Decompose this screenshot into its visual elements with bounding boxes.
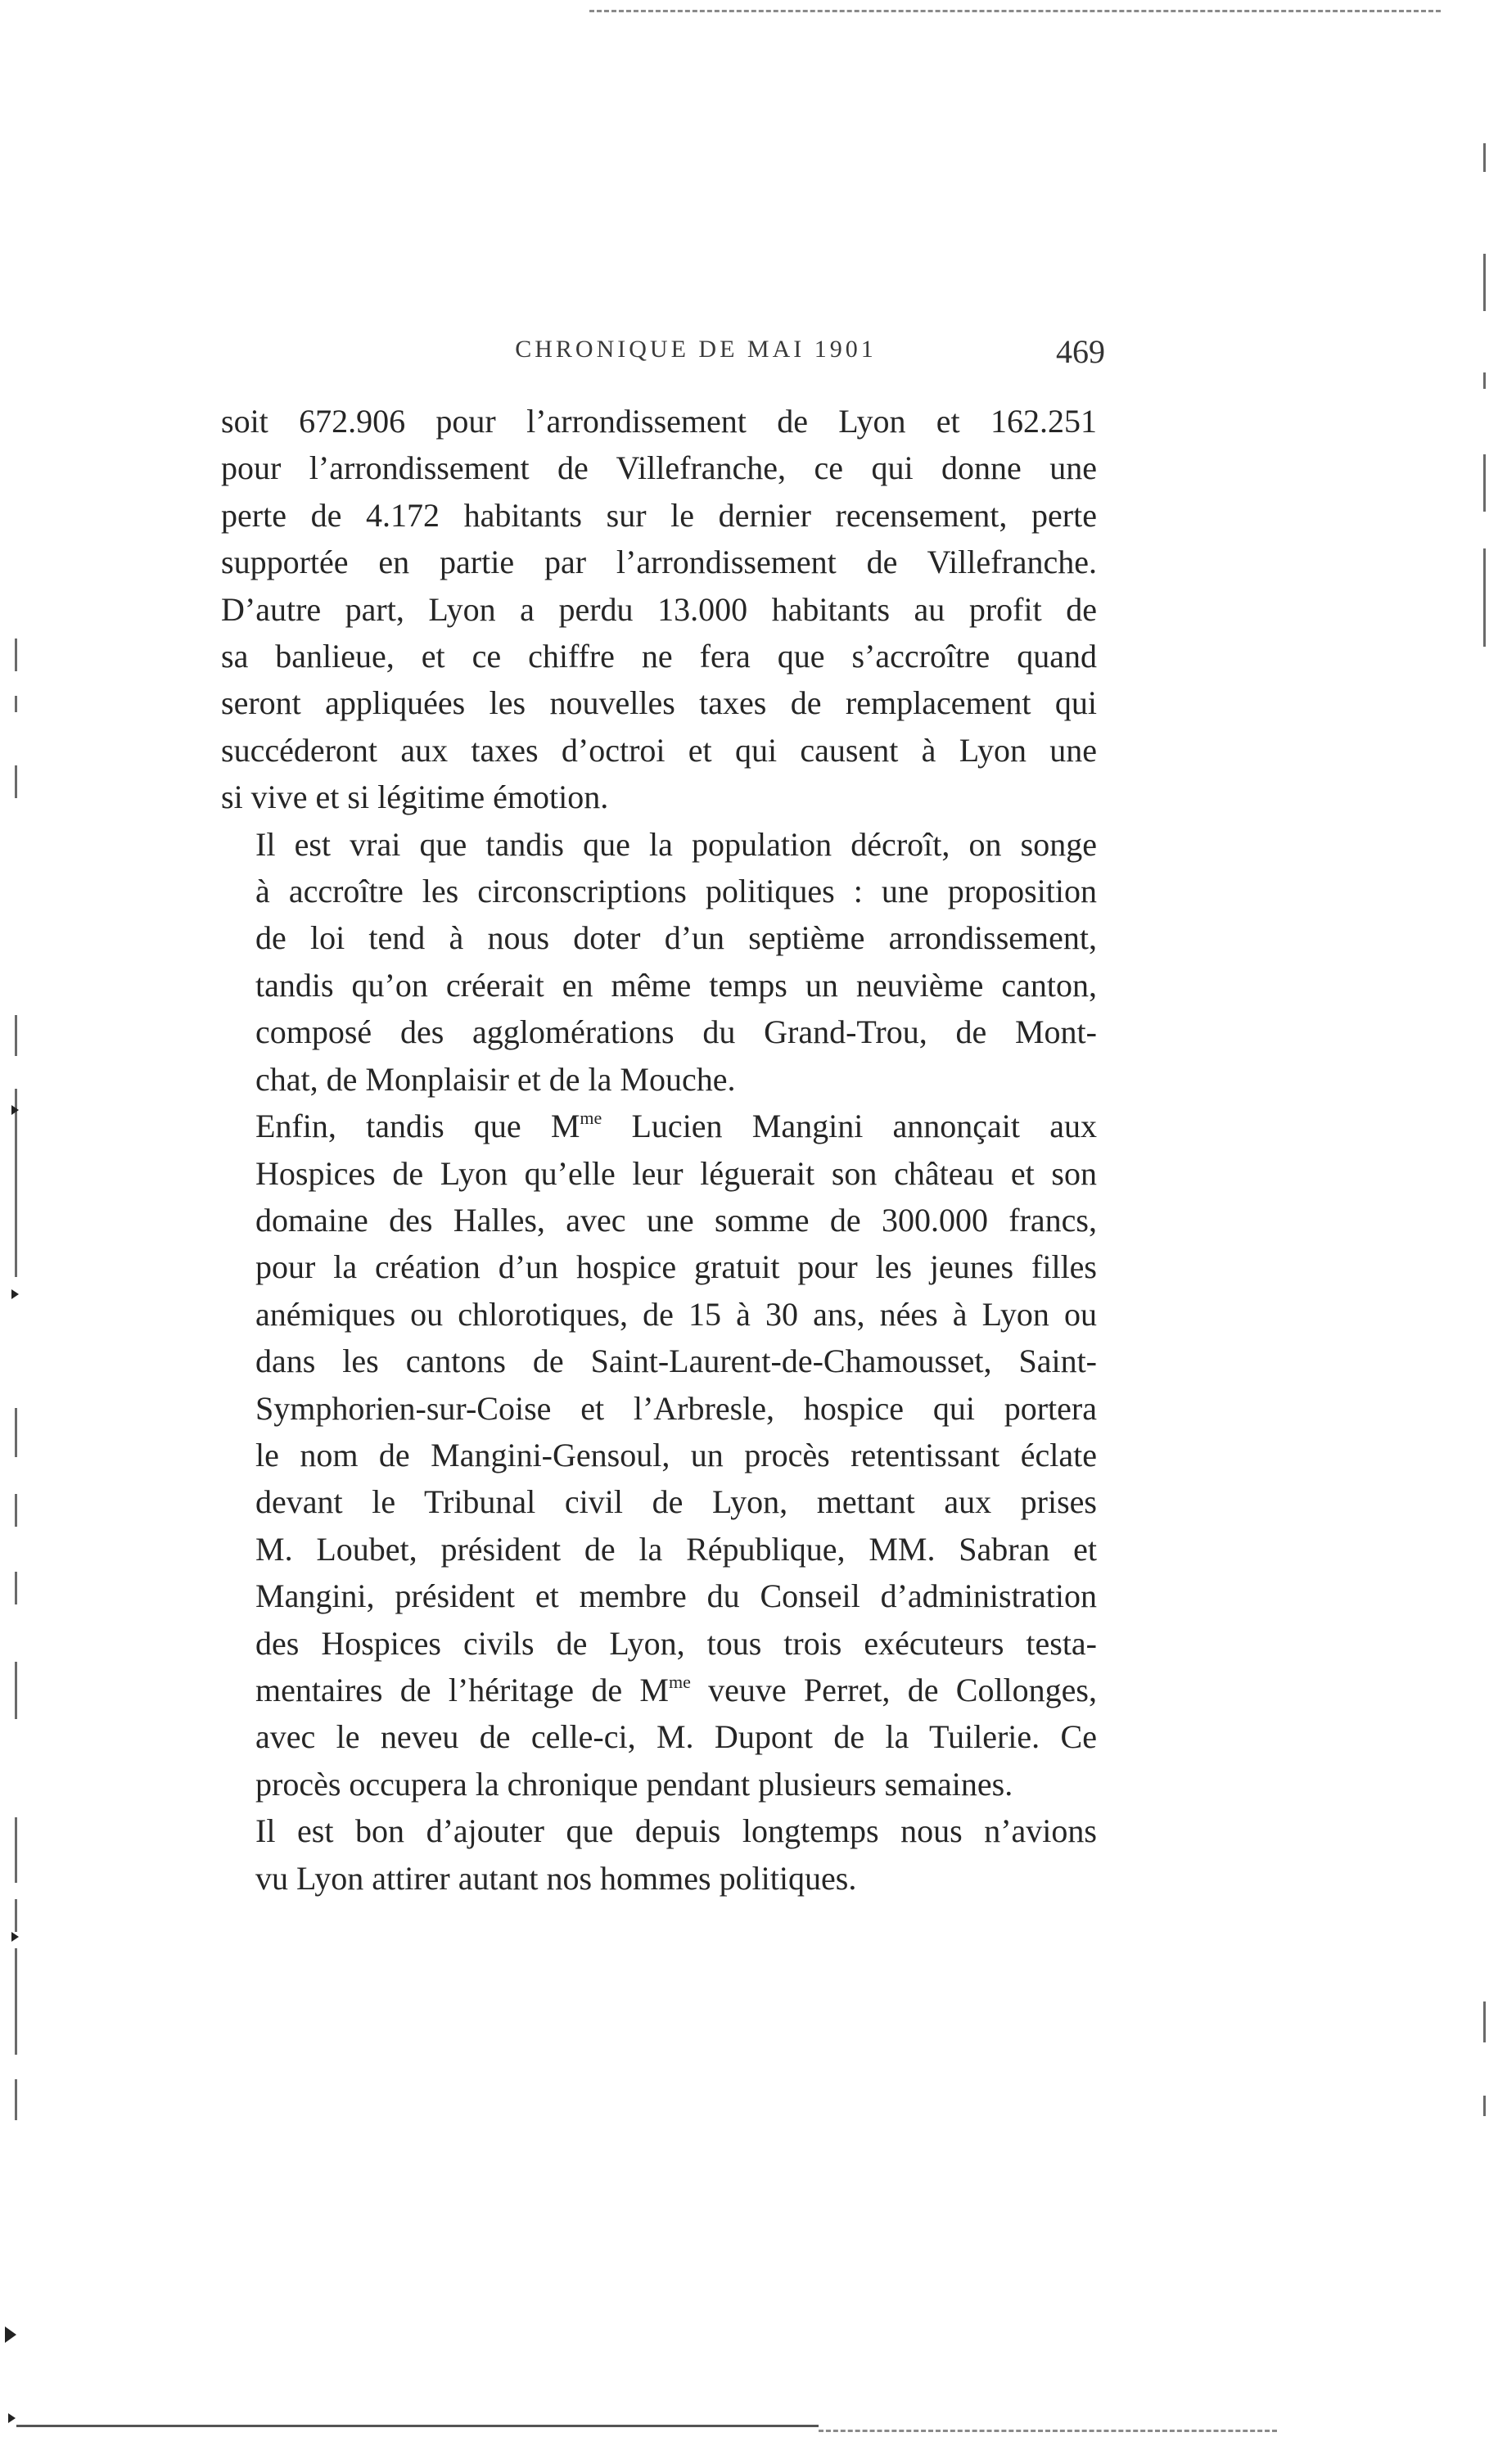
text-line: D’autre part, Lyon a perdu 13.000 habitants au profit de	[221, 590, 1097, 628]
text-line: à accroître les circonscriptions politiques : une proposition	[255, 873, 1097, 910]
scan-edge-mark	[1483, 2001, 1486, 2042]
scan-edge-mark	[1483, 454, 1486, 512]
paragraph-4	[221, 1807, 1097, 1902]
text-line	[221, 1667, 1097, 1713]
text-run: mentaires de l’héritage de M	[255, 1671, 669, 1708]
scan-edge-mark	[15, 1817, 17, 1883]
scan-edge-rule-bottom	[16, 2425, 819, 2427]
text-run: veuve Perret, de Collonges,	[690, 1671, 1097, 1708]
scan-edge-arrow-mark	[11, 1105, 19, 1115]
superscript: me	[668, 1671, 691, 1692]
text-line	[221, 1103, 1097, 1149]
paragraph-1	[221, 398, 1097, 821]
scan-edge-dashes-bottom	[819, 2430, 1277, 2432]
text-run: Enfin, tandis que M	[255, 1108, 580, 1145]
text-line: soit 672.906 pour l’arrondissement de Lyon et 162.251	[221, 403, 1097, 440]
scan-edge-mark	[15, 1494, 17, 1527]
scan-edge-arrow-mark	[8, 2413, 16, 2423]
text-line: procès occupera la chronique pendant plusieurs semaines.	[255, 1765, 1013, 1803]
scan-edge-arrow-mark	[5, 2326, 16, 2343]
text-run: Lucien Mangini annonçait aux	[602, 1108, 1097, 1145]
scan-edge-mark	[15, 639, 17, 671]
text-line: avec le neveu de celle-ci, M. Dupont de la Tuilerie. Ce	[255, 1718, 1097, 1756]
text-line: Mangini, président et membre du Conseil d’administration	[255, 1577, 1097, 1615]
scan-edge-mark	[1483, 143, 1486, 172]
scan-edge-mark	[15, 1015, 17, 1056]
scan-edge-mark	[15, 1899, 17, 1932]
scan-edge-dashes-top	[589, 10, 1441, 12]
text-line: de loi tend à nous doter d’un septième arrondissement,	[255, 919, 1097, 957]
text-line: composé des agglomérations du Grand-Trou, de Mont-	[255, 1013, 1097, 1051]
text-line: seront appliquées les nouvelles taxes de remplacement qui	[221, 684, 1097, 722]
text-line: devant le Tribunal civil de Lyon, mettant aux prises	[255, 1483, 1097, 1521]
scan-edge-mark	[15, 1408, 17, 1457]
scan-edge-arrow-mark	[11, 1289, 19, 1299]
text-line: Hospices de Lyon qu’elle leur léguerait son château et son	[255, 1154, 1097, 1192]
scan-edge-mark	[1483, 548, 1486, 647]
scan-edge-mark	[15, 1572, 17, 1604]
text-line: le nom de Mangini-Gensoul, un procès retentissant éclate	[255, 1436, 1097, 1473]
text-line: vu Lyon attirer autant nos hommes politiques.	[255, 1859, 857, 1897]
text-line: dans les cantons de Saint-Laurent-de-Chamousset, Saint-	[255, 1343, 1097, 1380]
text-line: Symphorien-sur-Coise et l’Arbresle, hospice qui portera	[255, 1389, 1097, 1427]
paragraph-2	[221, 821, 1097, 1103]
text-line: sa banlieue, et ce chiffre ne fera que s’accroître quand	[221, 638, 1097, 675]
text-line: chat, de Monplaisir et de la Mouche.	[255, 1060, 736, 1098]
superscript: me	[580, 1108, 602, 1129]
text-line: Il est bon d’ajouter que depuis longtemps nous n’avions	[255, 1812, 1097, 1850]
paragraph-3	[221, 1103, 1097, 1807]
text-line: Il est vrai que tandis que la population décroît, on songe	[255, 825, 1097, 863]
running-title: CHRONIQUE DE MAI 1901	[515, 336, 877, 363]
body-text	[221, 398, 1097, 1902]
text-line: des Hospices civils de Lyon, tous trois exécuteurs testa-	[255, 1624, 1097, 1662]
scan-edge-arrow-mark	[11, 1932, 19, 1942]
scan-edge-mark	[1483, 372, 1486, 389]
text-line: pour l’arrondissement de Villefranche, ce qui donne une	[221, 449, 1097, 487]
scan-edge-mark	[15, 1662, 17, 1719]
text-line: pour la création d’un hospice gratuit pour les jeunes filles	[255, 1248, 1097, 1286]
scan-edge-mark	[15, 1089, 17, 1277]
page-number: 469	[1056, 333, 1105, 370]
text-line: anémiques ou chlorotiques, de 15 à 30 ans, nées à Lyon ou	[255, 1295, 1097, 1333]
text-line: succéderont aux taxes d’octroi et qui causent à Lyon une	[221, 731, 1097, 769]
scan-edge-mark	[15, 2079, 17, 2120]
scan-edge-mark	[15, 765, 17, 798]
scan-edge-mark	[1483, 2096, 1486, 2116]
text-line: supportée en partie par l’arrondissement de Villefranche.	[221, 544, 1097, 581]
text-line: tandis qu’on créerait en même temps un neuvième canton,	[255, 966, 1097, 1004]
scan-edge-mark	[15, 1948, 17, 2055]
scan-edge-mark	[15, 696, 17, 712]
text-line: perte de 4.172 habitants sur le dernier recensement, perte	[221, 496, 1097, 534]
text-line: domaine des Halles, avec une somme de 300.000 francs,	[255, 1201, 1097, 1239]
scan-edge-mark	[1483, 254, 1486, 311]
text-line: M. Loubet, président de la République, MM. Sabran et	[255, 1530, 1097, 1568]
text-line: si vive et si légitime émotion.	[221, 778, 609, 816]
